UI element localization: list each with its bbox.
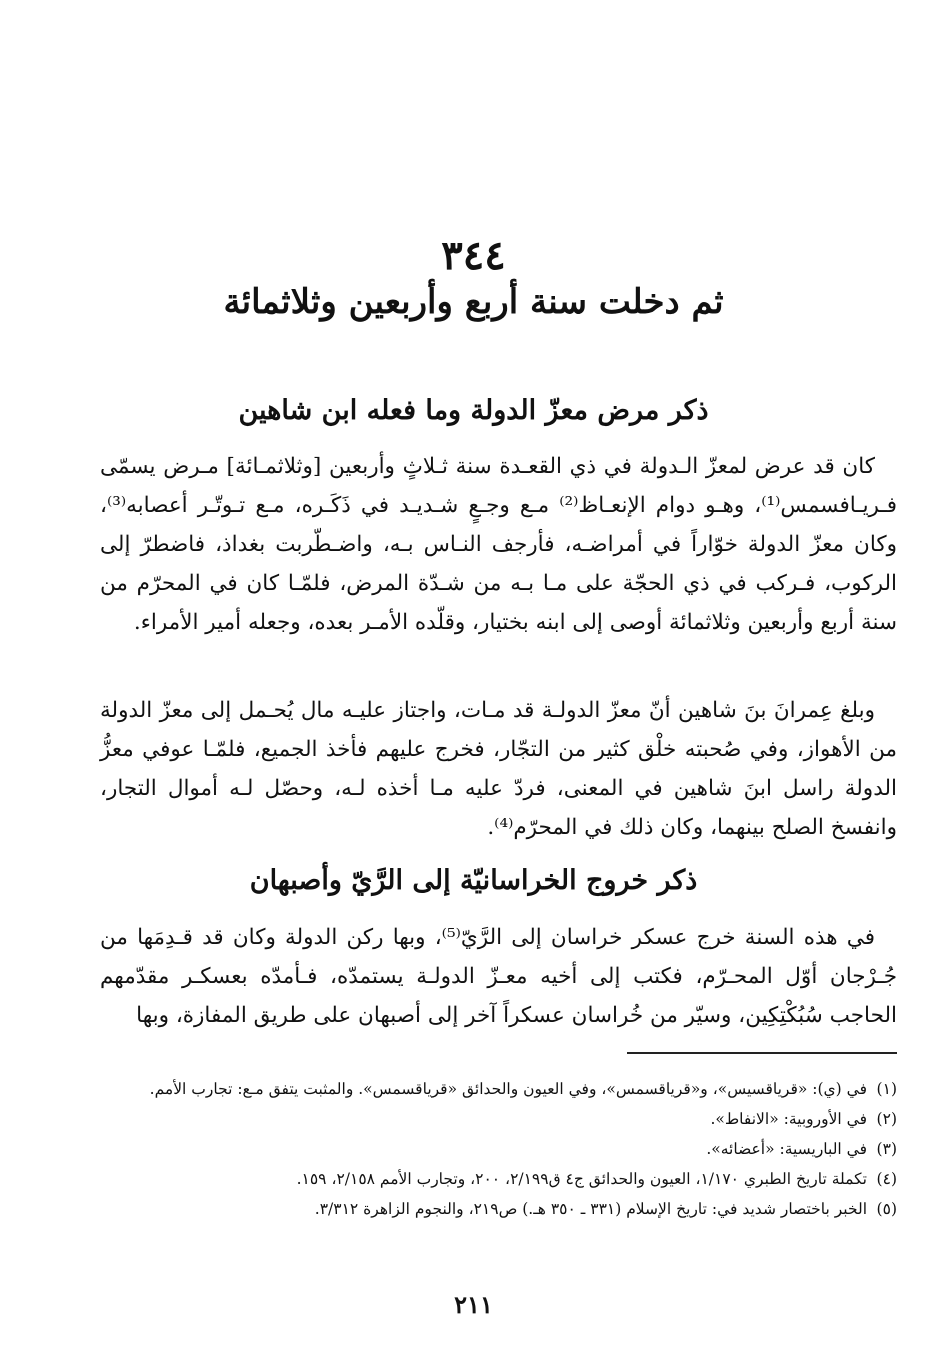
footnote-text: في الباريسية: «أعضائه». xyxy=(706,1140,867,1158)
paragraph-1 xyxy=(100,447,897,642)
footnote-text: الخبر باختصار شديد في: تاريخ الإسلام (٣٣١ ـ ٣٥٠ هـ.) ص٢١٩، والنجوم الزاهرة ٣/٣١٢. xyxy=(314,1200,867,1218)
footnote xyxy=(100,1164,897,1194)
footnote-number: (٢) xyxy=(876,1110,897,1128)
footnote xyxy=(100,1074,897,1104)
footnote-divider xyxy=(627,1052,897,1054)
footnote-text: في الأوروبية: «الانفاط». xyxy=(710,1110,867,1128)
year-number: ٣٤٤ xyxy=(441,232,506,279)
footnote xyxy=(100,1134,897,1164)
footnote-text: في (ي): «قرياقسيس»، و«قرياقسمس»، وفي العيون والحدائق «قرياقسمس». والمثبت يتفق مـع: تجارب الأمم. xyxy=(149,1080,867,1098)
section-heading-2: ذكر خروج الخراسانيّة إلى الرَّيّ وأصبهان xyxy=(249,865,698,896)
footnote-number: (٣) xyxy=(876,1140,897,1158)
footnote xyxy=(100,1104,897,1134)
paragraph-2 xyxy=(100,691,897,847)
footnotes xyxy=(100,1074,897,1224)
section-heading-1: ذكر مرض معزّ الدولة وما فعله ابن شاهين xyxy=(238,395,709,426)
paragraph-text: وبلغ عِمرانَ بنَ شاهين أنّ معزّ الدولـة قد مـات، واجتاز عليـه مال يُحـمل إلى معزّ الدولة من الأهواز، وفي صُحبته خلْق كثير من التجّار، فخرج عليهم فأخذ الجميع، فلمّـا عوفي معزُّ الدولة راسل ابنَ شاهين في المعنى، فردّ عليه مـا أخذه لـه، وحصّل لـه أموال التجار، وانفسخ الصلح بينهما، وكان ذلك في المحرّم⁽⁴⁾. xyxy=(100,698,897,840)
page-title: ثم دخلت سنة أربع وأربعين وثلاثمائة xyxy=(223,282,724,322)
footnote-number: (٥) xyxy=(876,1200,897,1218)
paragraph-text: كان قد عرض لمعزّ الـدولة في ذي القعـدة سنة ثـلاثٍ وأربعين [وثلاثمـائة] مـرض يسمّى فـريـافسمس⁽¹⁾، وهـو دوام الإنعـاظ⁽²⁾ مـع وجـعٍ شـديـد في ذَكَـره، مـع تـوتّـر أعصابه⁽³⁾، وكان معزّ الدولة خوّاراً في أمراضـه، فأرجف النـاس بـه، واضـطّربت بغداذ، فاضطرّ إلى الركوب، فـركب في ذي الحجّة على مـا بـه من شـدّة المرض، فلمّـا كان في المحرّم من سنة أربع وأربعين وثلاثمائة أوصى إلى ابنه بختيار، وقلّده الأمـر بعده، وجعله أمير الأمراء. xyxy=(100,454,897,635)
footnote-text: تكملة تاريخ الطبري ١/١٧٠، العيون والحدائق ج٤ ق٢/١٩٩، ٢٠٠، وتجارب الأمم ٢/١٥٨، ١٥٩. xyxy=(296,1170,867,1188)
page-number: ٢١١ xyxy=(454,1290,493,1319)
footnote xyxy=(100,1194,897,1224)
footnote-number: (٤) xyxy=(876,1170,897,1188)
footnote-number: (١) xyxy=(876,1080,897,1098)
paragraph-text: في هذه السنة خرج عسكر خراسان إلى الرَّيّ⁽⁵⁾، وبها ركن الدولة وكان قد قـدِمَها من جُـرْجان أوّل المحـرّم، فكتب إلى أخيه معـزّ الدولـة يستمدّه، فـأمدّه بعسكـر مقدّمهم الحاجب سُبُكْتِكِين، وسيّر من خُراسان عسكراً آخر إلى أصبهان على طريق المفازة، وبها xyxy=(100,925,897,1028)
paragraph-3 xyxy=(100,918,897,1035)
